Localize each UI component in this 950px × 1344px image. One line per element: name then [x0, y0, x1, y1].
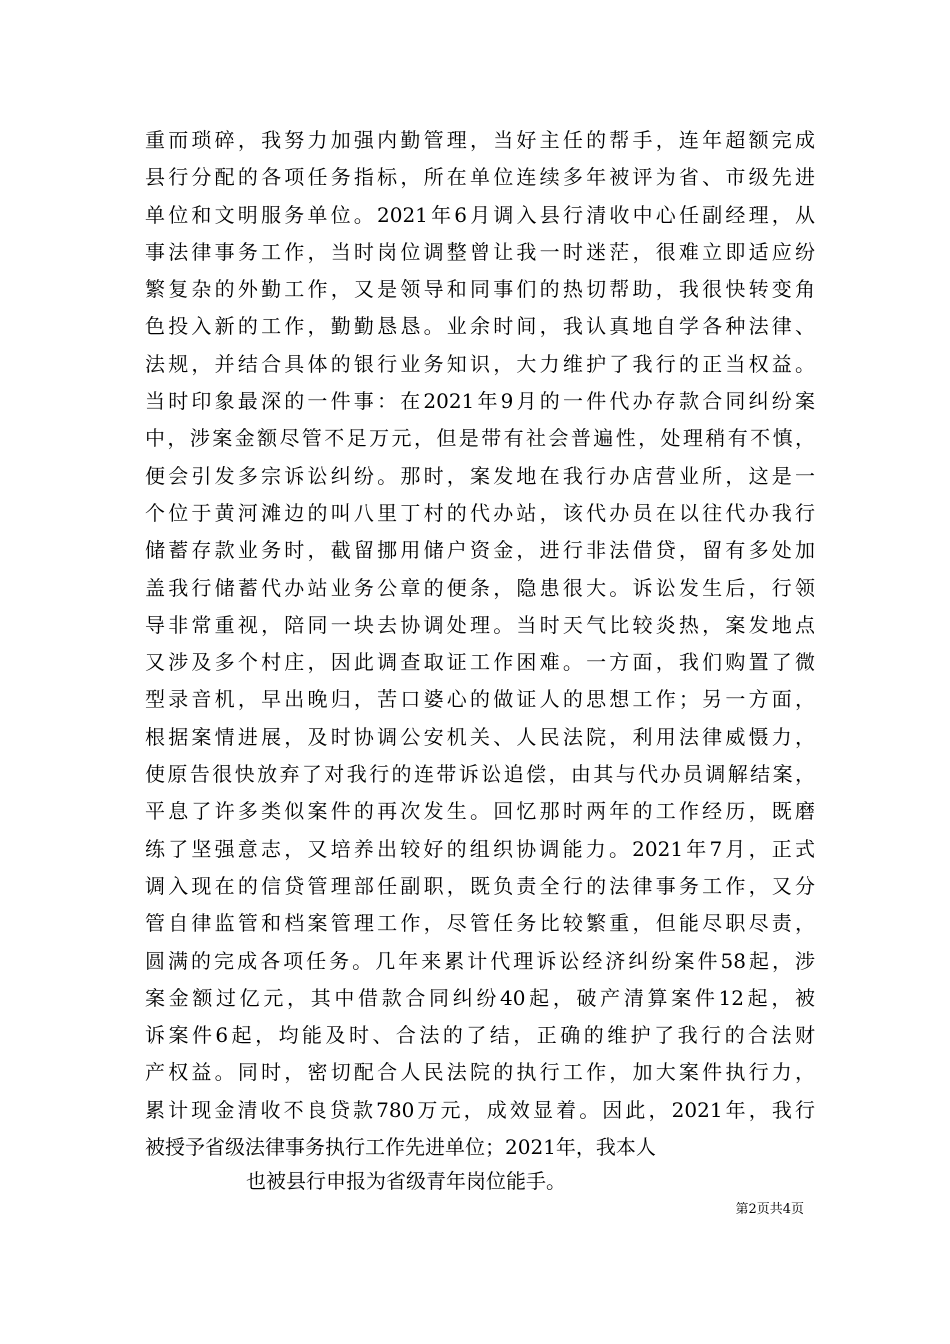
text-line: 累计现金清收不良贷款780万元，成效显着。因此，2021年，我行: [145, 1097, 815, 1122]
text-line: 产权益。同时，密切配合人民法院的执行工作，加大案件执行力，: [145, 1060, 815, 1085]
indented-line: 也被县行申报为省级青年岗位能手。: [246, 1169, 566, 1193]
text-line: 法规，并结合具体的银行业务知识，大力维护了我行的正当权益。: [145, 351, 815, 376]
text-line: 调入现在的信贷管理部任副职，既负责全行的法律事务工作，又分: [145, 873, 815, 898]
text-line: 色投入新的工作，勤勤恳恳。业余时间，我认真地自学各种法律、: [145, 314, 815, 339]
body-text: [145, 122, 815, 1166]
text-line: 事法律事务工作，当时岗位调整曾让我一时迷茫，很难立即适应纷: [145, 239, 815, 264]
text-line: 盖我行储蓄代办站业务公章的便条，隐患很大。诉讼发生后，行领: [145, 575, 815, 600]
text-line: 练了坚强意志，又培养出较好的组织协调能力。2021年7月，正式: [145, 836, 815, 861]
text-line: 当时印象最深的一件事：在2021年9月的一件代办存款合同纠纷案: [145, 389, 815, 414]
text-line: 便会引发多宗诉讼纠纷。那时，案发地在我行办店营业所，这是一: [145, 463, 815, 488]
text-line: 诉案件6起，均能及时、合法的了结，正确的维护了我行的合法财: [145, 1023, 815, 1048]
text-line: 又涉及多个村庄，因此调查取证工作困难。一方面，我们购置了微: [145, 650, 815, 675]
text-line: 被授予省级法律事务执行工作先进单位；2021年，我本人: [145, 1135, 656, 1160]
text-line: 中，涉案金额尽管不足万元，但是带有社会普遍性，处理稍有不慎，: [145, 426, 815, 451]
text-line: 管自律监管和档案管理工作，尽管任务比较繁重，但能尽职尽责，: [145, 911, 815, 936]
text-line: 平息了许多类似案件的再次发生。回忆那时两年的工作经历，既磨: [145, 799, 815, 824]
text-line: 使原告很快放弃了对我行的连带诉讼追偿，由其与代办员调解结案，: [145, 762, 815, 787]
text-line: 个位于黄河滩边的叫八里丁村的代办站，该代办员在以往代办我行: [145, 500, 815, 525]
page-footer: 第2页共4页: [735, 1202, 804, 1217]
text-line: 重而琐碎，我努力加强内勤管理，当好主任的帮手，连年超额完成: [145, 128, 815, 152]
text-line: 圆满的完成各项任务。几年来累计代理诉讼经济纠纷案件58起，涉: [145, 948, 815, 973]
text-line: 繁复杂的外勤工作，又是领导和同事们的热切帮助，我很快转变角: [145, 277, 815, 302]
text-line: 型录音机，早出晚归，苦口婆心的做证人的思想工作；另一方面，: [145, 687, 815, 712]
text-line: 案金额过亿元，其中借款合同纠纷40起，破产清算案件12起，被: [145, 985, 815, 1010]
text-line: 根据案情进展，及时协调公安机关、人民法院，利用法律威慑力，: [145, 724, 815, 749]
text-line: 县行分配的各项任务指标，所在单位连续多年被评为省、市级先进: [145, 165, 815, 190]
text-line: 单位和文明服务单位。2021年6月调入县行清收中心任副经理，从: [145, 202, 815, 227]
text-line: 导非常重视，陪同一块去协调处理。当时天气比较炎热，案发地点: [145, 612, 815, 637]
text-line: 储蓄存款业务时，截留挪用储户资金，进行非法借贷，留有多处加: [145, 538, 815, 563]
